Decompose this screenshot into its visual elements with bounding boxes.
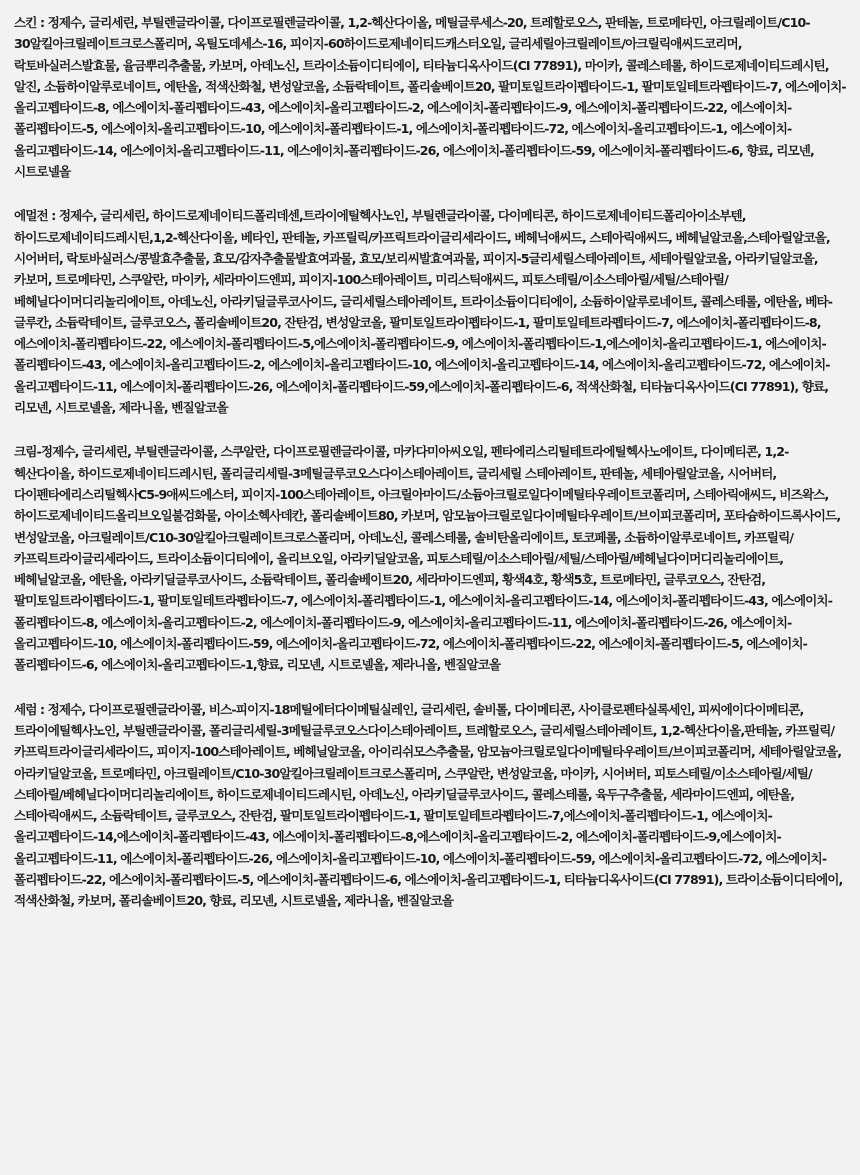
skin-ingredients-text: 스킨 : 정제수, 글리세린, 부틸렌글라이콜, 다이프로필렌글라이콜, 1,2-헥산다이올, 메틸글루세스-20, 트레할로오스, 판테놀, 트로메타민, 아크릴레이트/C10-30알킬아크릴레이트크로스폴리머, 옥틸도데세스-16, 피이지-60하이드로제네이티드캐스터오일, 글리세릴아크릴레이트/아크릴릭애씨드코리머, 락토바실러스발효물, 율금뿌리추출물, 카보머, 아데노신, 트라이소듐이디티에이, 티타늄디옥사이드(CI 77891), 마이카, 콜레스테롤, 하이드로제네이티드레시틴, 알진, 소듐하이알루로네이트, 에탄올, 적색산화철, 변성알코올, 소듐락테이트, 폴리솔베이트20, 팔미토일트라이펩타이드-1, 팔미토일테트라펩타이드-7, 에스에이치-올리고펩타이드-8, 에스에이치-폴리펩타이드-43, 에스에이치-올리고펩타이드-2, 에스에이치-폴리펩타이드-9, 에스에이치-폴리펩타이드-22, 에스에이치-폴리펩타이드-5, 에스에이치-올리고펩타이드-10, 에스에이치-폴리펩타이드-1, 에스에이치-폴리펩타이드-72, 에스에이치-올리고펩타이드-1, 에스에이치-올리고펩타이드-14, 에스에이치-올리고펩타이드-11, 에스에이치-폴리펩타이드-26, 에스에이치-폴리펩타이드-59, 에스에이치-폴리펩타이드-6, 향료, 리모넨,시트로넬올 (14, 15, 846, 180)
serum-ingredients-text: 세럼 : 정제수, 다이프로필렌글라이콜, 비스-피이지-18메틸에터다이메틸실레인, 글리세린, 솔비톨, 다이메티콘, 사이클로펜타실록세인, 피씨에이다이메티콘, 트라이에틸헥사노인, 부틸렌글라이콜, 폴리글리세릴-3메틸글루코오스다이스테아레이트, 트레할로오스, 글리세릴스테아레이트, 1,2-헥산다이올,판테놀, 카프릴릭/카프릭트라이글리세라이드, 피이지-100스테아레이트, 베헤닐알코올, 아이리쉬모스추출물, 암모늄아크릴로일다이메틸타우레이트/브이피코폴리머, 세테아릴알코올,아라키딜알코올, 트로메타민, 아크릴레이트/C10-30알킬아크릴레이트크로스폴리머, 스쿠알란, 변성알코올, 마이카, 시어버터, 피토스테릴/이소스테아릴/세틸/스테아릴/베헤닐다이머디리놀리에이트, 하이드로제네이티드레시틴, 아데노신, 아라키딜글루코사이드, 콜레스테롤, 육두구추출물, 세라마이드엔피, 에탄올, 스테아릭애씨드, 소듐락테이트, 글루코오스, 잔탄검, 팔미토일트라이펩타이드-1, 팔미토일테트라펩타이드-7,에스에이치-폴리펩타이드-1, 에스에이치-올리고펩타이드-14,에스에이치-폴리펩타이드-43, 에스에이치-폴리펩타이드-8,에스에이치-올리고펩타이드-2, 에스에이치-폴리펩타이드-9,에스에이치-올리고펩타이드-11, 에스에이치-폴리펩타이드-26, 에스에이치-올리고펩타이드-10, 에스에이치-폴리펩타이드-59, 에스에이치-올리고펩타이드-72, 에스에이치-폴리펩타이드-22, 에스에이치-폴리펩타이드-5, 에스에이치-폴리펩타이드-6, 에스에이치-올리고펩타이드-1, 티타늄디옥사이드(CI 77891), 트라이소듐이디티에이, 적색산화철, 카보머, 폴리솔베이트20, 향료, 리모넨, 시트로넬올, 제라니올, 벤질알코올 (14, 701, 843, 909)
emulsion-ingredients-text: 에멀전 : 정제수, 글리세린, 하이드로제네이티드폴리데센,트라이에틸헥사노인, 부틸렌글라이콜, 다이메티콘, 하이드로제네이티드폴리아이소부텐, 하이드로제네이티드레시틴,1,2-헥산다이올, 베타인, 판테놀, 카프릴릭/카프릭트라이글리세라이드, 베헤닉애씨드, 스테아릭애씨드, 베헤닐알코올,스테아릴알코올, 시어버터, 락토바실러스/콩발효추출물, 효모/감자추출물발효여과물, 효모/보리씨발효여과물, 피이지-5글리세릴스테아레이트, 세테아릴알코올, 아라키딜알코올,카보머, 트로메타민, 스쿠알란, 마이카, 세라마이드엔피, 피이지-100스테아레이트, 미리스틱애씨드, 피토스테릴/이소스테아릴/세틸/스테아릴/베헤닐다이머디리놀리에이트, 아데노신, 아라키딜글루코사이드, 글리세릴스테아레이트, 트라이소듐이디티에이, 소듐하이알루로네이트, 콜레스테롤, 에탄올, 베타-글루칸, 소듐락테이트, 글루코오스, 폴리솔베이트20, 잔탄검, 변성알코올, 팔미토일트라이펩타이드-1, 팔미토일테트라펩타이드-7, 에스에이치-폴리펩타이드-8, 에스에이치-폴리펩타이드-22, 에스에이치-폴리펩타이드-5,에스에이치-폴리펩타이드-9, 에스에이치-폴리펩타이드-1,에스에이치-올리고펩타이드-1, 에스에이치-폴리펩타이드-43, 에스에이치-올리고펩타이드-2, 에스에이치-올리고펩타이드-10, 에스에이치-올리고펩타이드-14, 에스에이치-올리고펩타이드-72, 에스에이치-올리고펩타이드-11, 에스에이치-폴리펩타이드-26, 에스에이치-폴리펩타이드-59,에스에이치-폴리펩타이드-6, 적색산화철, 티타늄디옥사이드(CI 77891), 향료, 리모넨, 시트로넬올, 제라니올, 벤질알코올 (14, 208, 833, 416)
cream-ingredients-text: 크림-정제수, 글리세린, 부틸렌글라이콜, 스쿠알란, 다이프로필렌글라이콜, 마카다미아씨오일, 펜타에리스리틸테트라에틸헥사노에이트, 다이메티콘, 1,2-헥산다이올, 하이드로제네이티드레시틴, 폴리글리세릴-3메틸글루코오스다이스테아레이트, 글리세릴 스테아레이트, 판테놀, 세테아릴알코올, 시어버터, 다이펜타에리스리틸헥사C5-9애씨드에스터, 피이지-100스테아레이트, 아크릴아마이드/소듐아크릴로일다이메틸타우레이트코폴리머, 스테아릭애씨드, 비즈왁스, 하이드로제네이티드올리브오일불검화물, 아이소헥사데칸, 폴리솔베이트80, 카보머, 암모늄아크릴로일다이메틸타우레이트/브이피코폴리머, 포타슘하이드록사이드, 변성알코올, 아크릴레이트/C10-30알킬아크릴레이트크로스폴리머, 아데노신, 콜레스테롤, 솔비탄올리에이트, 토코페롤, 소듐하이알루로네이트, 카프릴릭/카프릭트라이글리세라이드, 트라이소듐이디티에이, 올리브오일, 아라키딜알코올, 피토스테릴/이소스테아릴/세틸/스테아릴/베헤닐다이머디리놀리에이트, 베헤닐알코올, 에탄올, 아라키딜글루코사이드, 소듐락테이트, 폴리솔베이트20, 세라마이드엔피, 황색4호, 황색5호, 트로메타민, 글루코오스, 잔탄검, 팔미토일트라이펩타이드-1, 팔미토일테트라펩타이드-7, 에스에이치-폴리펩타이드-1, 에스에이치-올리고펩타이드-14, 에스에이치-폴리펩타이드-43, 에스에이치-폴리펩타이드-8, 에스에이치-올리고펩타이드-2, 에스에이치-폴리펩타이드-9, 에스에이치-올리고펩타이드-11, 에스에이치-폴리펩타이드-26, 에스에이치-올리고펩타이드-10, 에스에이치-폴리펩타이드-59, 에스에이치-올리고펩타이드-72, 에스에이치-폴리펩타이드-22, 에스에이치-폴리펩타이드-5, 에스에이치-폴리펩타이드-6, 에스에이치-올리고펩타이드-1,향료, 리모넨, 시트로넬올, 제라니올, 벤질알코올 (14, 444, 841, 673)
